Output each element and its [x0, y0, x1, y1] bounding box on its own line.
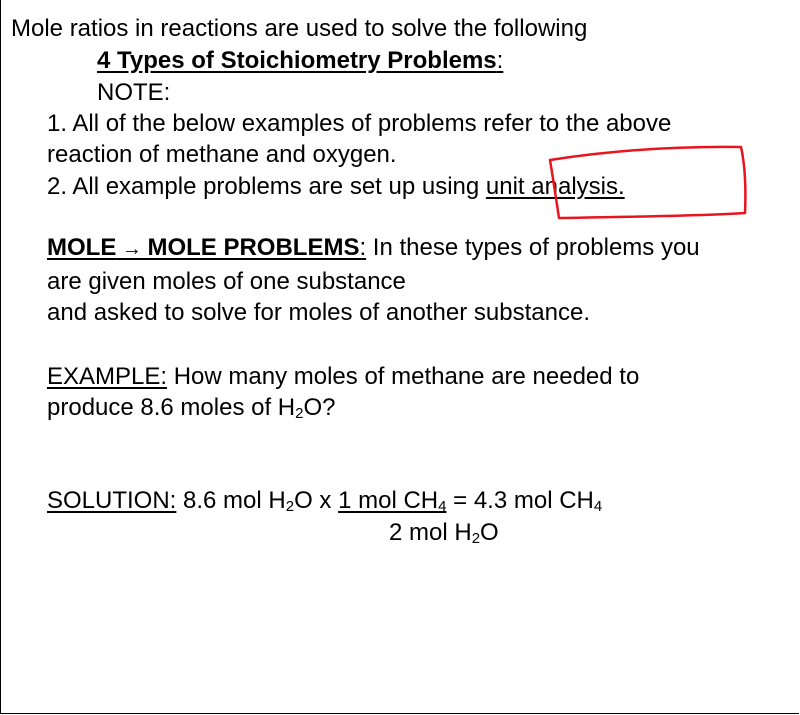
heading-colon: : — [496, 47, 504, 74]
example-text-a: How many moles of methane are needed to — [167, 363, 640, 390]
example-text-b2: O? — [303, 394, 336, 421]
example-line-2 — [47, 394, 336, 422]
intro-line: Mole ratios in reactions are used to solve the following — [11, 15, 588, 42]
subscript: 2 — [295, 405, 304, 422]
denominator-text-b: O — [480, 519, 499, 546]
fraction-numerator — [338, 487, 446, 514]
red-pen-annotation — [1, 0, 800, 715]
mole-desc-a: In these types of problems you — [366, 234, 700, 261]
solution-given-a: 8.6 mol H — [176, 487, 286, 514]
fraction-denominator — [389, 519, 499, 547]
unit-analysis-term: unit analysis. — [485, 173, 625, 200]
note-item-2 — [47, 173, 625, 201]
solution-line — [47, 487, 602, 515]
note-item-1a: 1. All of the below examples of problems refer to the above — [47, 110, 672, 137]
subscript: 2 — [471, 530, 481, 547]
solution-given-b: O x — [294, 487, 339, 514]
arrow-icon: → — [116, 238, 148, 260]
mole-desc-b: are given moles of one substance — [47, 268, 406, 295]
example-text-b1: produce 8.6 moles of H — [47, 394, 296, 421]
mole-desc-c: and asked to solve for moles of another substance. — [47, 299, 590, 326]
denominator-text: 2 mol H — [389, 519, 472, 546]
mole-title-a: MOLE — [47, 234, 117, 261]
example-line-1 — [47, 363, 639, 391]
subscript: 2 — [285, 498, 295, 515]
mole-section-heading — [47, 234, 700, 263]
note-label: NOTE: — [97, 79, 171, 106]
mole-title-b: MOLE PROBLEMS — [147, 234, 360, 261]
section-heading — [97, 47, 503, 75]
solution-result: = 4.3 mol CH — [446, 487, 594, 514]
note-item-1b: reaction of methane and oxygen. — [47, 141, 397, 168]
subscript: 4 — [438, 498, 447, 515]
note-item-2-prefix: 2. All example problems are set up using — [47, 173, 486, 200]
example-label: EXAMPLE: — [47, 363, 168, 390]
solution-label: SOLUTION: — [47, 487, 177, 514]
numerator-text: 1 mol CH — [338, 487, 439, 514]
mole-colon: : — [359, 234, 367, 261]
heading-title: 4 Types of Stoichiometry Problems — [97, 47, 497, 74]
subscript: 4 — [593, 498, 603, 515]
